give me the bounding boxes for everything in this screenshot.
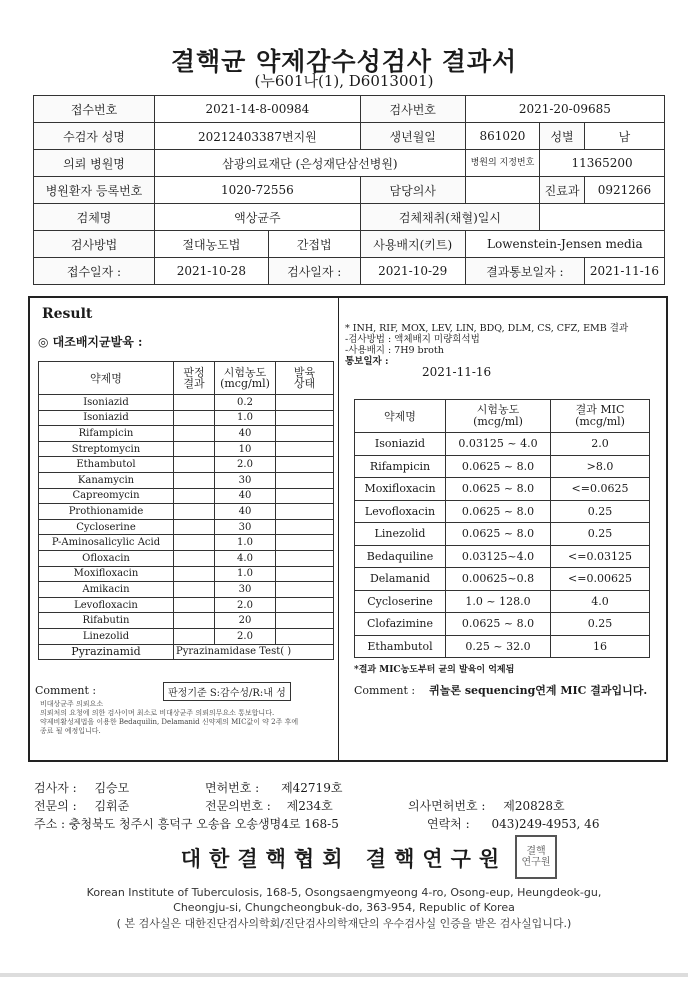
table-row [39,504,334,520]
absolute-conc-table [38,361,334,660]
judgement-cell [174,566,215,582]
judgement-cell [174,410,215,426]
license-no: 제42719호 [281,781,343,795]
growth-cell [276,441,334,457]
growth-cell [276,504,334,520]
table-row [39,613,334,629]
growth-cell [276,457,334,473]
table-row [39,628,334,644]
growth-cell [276,488,334,504]
specialist-line [34,797,129,814]
dept: 0921266 [584,177,664,204]
growth-cell [276,550,334,566]
growth-cell [276,472,334,488]
specialist-label: 전문의 : [34,799,77,813]
table-row [355,545,650,568]
contact-line [427,815,599,832]
drug-name: Capreomycin [39,488,174,504]
drug-name: Levofloxacin [39,597,174,613]
accreditation-disclaimer: ( 본 검사실은 대한진단검사의학회/진단검사의학재단의 우수검사실 인증을 받은 검사실입니다.) [116,917,572,930]
address: 충청북도 청주시 흥덕구 오송읍 오송생명4로 168-5 [68,817,339,831]
reported-label: 결과통보일자 : [465,258,584,285]
mic-table [354,399,650,658]
scan-edge [0,973,688,977]
right-comment-text: 퀴놀론 sequencing연계 MIC 결과입니다. [429,684,648,697]
method-indirect: 간접법 [268,231,360,258]
official-seal: 결핵 연구원 [515,835,557,879]
growth-cell [276,566,334,582]
growth-cell [276,519,334,535]
concentration: 2.0 [215,597,276,613]
concentration: 2.0 [215,628,276,644]
col-mic: 결과 MIC (mcg/ml) [551,400,650,433]
judgement-cell [174,582,215,598]
result-title: Result [42,306,93,322]
received-label: 접수일자 : [34,258,155,285]
drug-name: Prothionamide [39,504,174,520]
drug-name: Rifampicin [39,426,174,442]
concentration: 1.0 [215,410,276,426]
growth-cell [276,597,334,613]
growth-cell [276,410,334,426]
test-range: 0.0625 ~ 8.0 [446,455,551,478]
right-comment-label: Comment : [354,684,416,697]
drug-name: Rifabutin [39,613,174,629]
concentration: 1.0 [215,535,276,551]
table-row [39,426,334,442]
growth-cell [276,628,334,644]
judgement-cell [174,441,215,457]
hospital-code-label: 병원의 지정번호 [465,150,539,177]
left-note: 비대상균주 의뢰요소 의뢰처의 요청에 의한 검사이며 최소로 비대상균주 의뢰의무요소 통보합니다. 약제비활성제법을 이용한 Bedaquilin, Delamanid 신약제의 MIC값이 약 2주 후에 종료 될 예정입니다. [40,700,299,735]
table-row [39,550,334,566]
drug-name: Linezolid [39,628,174,644]
concentration: 10 [215,441,276,457]
judgement-cell [174,519,215,535]
doctor-license-no: 제20828호 [503,799,565,813]
mic-method-note [345,323,628,367]
col-growth: 발육 상태 [276,362,334,395]
method-absolute: 절대농도법 [155,231,269,258]
mic-note-line: 통보일자 : [345,356,389,367]
mic-note-line: -사용배지 : 7H9 broth [345,345,444,356]
judgement-cell [174,472,215,488]
drug-name: Delamanid [355,568,446,591]
sex-label: 성별 [540,123,585,150]
col-judgement: 판정 결과 [174,362,215,395]
table-row [39,441,334,457]
drug-name: Amikacin [39,582,174,598]
hospital-name: 삼광의료재단 (은성재단삼선병원) [155,150,466,177]
test-range: 0.0625 ~ 8.0 [446,478,551,501]
patient-reg-label: 병원환자 등록번호 [34,177,155,204]
medium: Lowenstein-Jensen media [465,231,664,258]
table-row [39,410,334,426]
drug-name: Isoniazid [355,433,446,456]
mic-result: <=0.00625 [551,568,650,591]
drug-name: Isoniazid [39,410,174,426]
address-label: 주소 : [34,817,66,831]
reported-date: 2021-11-16 [584,258,664,285]
mic-rows [355,433,650,658]
concentration: 40 [215,504,276,520]
col-drug: 약제명 [39,362,174,395]
test-range: 0.25 ~ 32.0 [446,635,551,658]
mic-result: 16 [551,635,650,658]
table-row [39,457,334,473]
concentration: 1.0 [215,566,276,582]
judgement-cell [174,488,215,504]
test-range: 0.0625 ~ 8.0 [446,500,551,523]
mic-footnote: *결과 MIC농도부터 균의 발육이 억제됨 [354,665,515,675]
table-row [39,472,334,488]
judgement-cell [174,550,215,566]
concentration: 40 [215,488,276,504]
judgement-cell [174,426,215,442]
judgement-cell [174,395,215,411]
col-range: 시험농도 (mcg/ml) [446,400,551,433]
drug-name: Moxifloxacin [355,478,446,501]
pza-test: Pyrazinamidase Test( ) [174,644,334,660]
collection-label: 검체채취(채혈)일시 [360,204,539,231]
table-row [355,433,650,456]
table-row [39,519,334,535]
mic-result: 0.25 [551,500,650,523]
specialist-no: 제234호 [286,799,333,813]
page-title: 결핵균 약제감수성검사 결과서 [170,47,518,76]
test-no: 2021-20-09685 [465,96,664,123]
table-row [355,500,650,523]
contact-label: 연락처 : [427,817,470,831]
right-comment [354,682,647,698]
table-row [355,613,650,636]
specimen-label: 검체명 [34,204,155,231]
page-subtitle: (누601나(1), D6013001) [254,72,434,90]
birth-date: 861020 [465,123,539,150]
table-row [39,395,334,411]
drug-name: P-Aminosalicylic Acid [39,535,174,551]
result-box [28,296,668,762]
reception-no: 2021-14-8-00984 [155,96,361,123]
method-label: 검사방법 [34,231,155,258]
table-row [39,488,334,504]
contact: 043)249-4953, 46 [491,817,600,831]
test-range: 0.0625 ~ 8.0 [446,523,551,546]
drug-name: Ethambutol [39,457,174,473]
growth-cell [276,582,334,598]
doctor-label: 담당의사 [360,177,465,204]
table-row [39,582,334,598]
tested-label: 검사일자 : [268,258,360,285]
collection-date [540,204,665,231]
absolute-conc-rows [39,395,334,645]
divider [338,298,339,760]
judgement-cell [174,613,215,629]
table-row [355,523,650,546]
test-range: 0.03125 ~ 4.0 [446,433,551,456]
concentration: 2.0 [215,457,276,473]
reception-no-label: 접수번호 [34,96,155,123]
mic-result: 0.25 [551,523,650,546]
col-drug: 약제명 [355,400,446,433]
hospital-code: 11365200 [540,150,665,177]
english-address-line-1: Korean Institute of Tuberculosis, 168-5, Osongsaengmyeong 4-ro, Osong-eup, Heungdeok-gu, [86,886,602,899]
concentration: 40 [215,426,276,442]
growth-cell [276,535,334,551]
tester-label: 검사자 : [34,781,77,795]
judgement-cell [174,535,215,551]
test-range: 0.00625~0.8 [446,568,551,591]
doctor-name [465,177,539,204]
test-range: 1.0 ~ 128.0 [446,590,551,613]
drug-name: Rifampicin [355,455,446,478]
specialist-no-line [205,797,333,814]
judgement-cell [174,597,215,613]
english-address-line-2: Cheongju-si, Chungcheongbuk-do, 363-954, Republic of Korea [173,901,515,914]
drug-name: Kanamycin [39,472,174,488]
drug-name: Bedaquiline [355,545,446,568]
judgement-cell [174,457,215,473]
drug-name: Cycloserine [355,590,446,613]
concentration: 20 [215,613,276,629]
license-line [205,779,342,796]
judgement-cell [174,504,215,520]
test-no-label: 검사번호 [360,96,465,123]
drug-name: Moxifloxacin [39,566,174,582]
tester-line [34,779,129,796]
address-line [34,815,339,832]
mic-result: <=0.0625 [551,478,650,501]
patient-name: 20212403387변지원 [155,123,361,150]
received-date: 2021-10-28 [155,258,269,285]
dept-label: 진료과 [540,177,585,204]
hospital-label: 의뢰 병원명 [34,150,155,177]
table-row [355,590,650,613]
mic-result: <=0.03125 [551,545,650,568]
mic-result: 4.0 [551,590,650,613]
mic-note-line: -검사방법 : 액체배지 미량희석법 [345,334,480,345]
table-row [39,535,334,551]
medium-label: 사용배지(키트) [360,231,465,258]
drug-name: Ethambutol [355,635,446,658]
drug-name: Linezolid [355,523,446,546]
concentration: 30 [215,582,276,598]
doctor-license-label: 의사면허번호 : [408,799,486,813]
table-row [355,568,650,591]
specialist-name: 김휘준 [94,799,130,813]
organization-name: 대한결핵협회 결핵연구원 [180,846,508,871]
specimen: 액상균주 [155,204,361,231]
patient-info-table [33,95,665,285]
judgement-legend: 판정기준 S:감수성/R:내 성 [163,682,291,701]
table-row [39,597,334,613]
test-range: 0.03125~4.0 [446,545,551,568]
drug-name: Cycloserine [39,519,174,535]
drug-name: Isoniazid [39,395,174,411]
table-row [355,635,650,658]
patient-name-label: 수검자 성명 [34,123,155,150]
growth-cell [276,395,334,411]
judgement-cell [174,628,215,644]
concentration: 0.2 [215,395,276,411]
growth-cell [276,613,334,629]
concentration: 30 [215,519,276,535]
drug-name: Streptomycin [39,441,174,457]
drug-name: Clofazimine [355,613,446,636]
mic-note-line: * INH, RIF, MOX, LEV, LIN, BDQ, DLM, CS, CFZ, EMB 결과 [345,323,629,334]
left-comment-label: Comment : [35,684,97,697]
drug-name: Ofloxacin [39,550,174,566]
table-row [355,455,650,478]
license-label: 면허번호 : [205,781,260,795]
table-row [39,566,334,582]
table-row [355,478,650,501]
control-growth-label: ◎ 대조배지균발육 : [38,335,143,349]
tester-name: 김승모 [94,781,130,795]
doctor-license-line [408,797,565,814]
mic-result: >8.0 [551,455,650,478]
concentration: 4.0 [215,550,276,566]
test-range: 0.0625 ~ 8.0 [446,613,551,636]
concentration: 30 [215,472,276,488]
mic-result: 0.25 [551,613,650,636]
patient-reg-no: 1020-72556 [155,177,361,204]
specialist-no-label: 전문의번호 : [205,799,271,813]
mic-result: 2.0 [551,433,650,456]
pza-drug: Pyrazinamid [39,644,174,660]
mic-report-date: 2021-11-16 [422,365,492,379]
sex: 남 [584,123,664,150]
growth-cell [276,426,334,442]
col-concentration: 시험농도 (mcg/ml) [215,362,276,395]
tested-date: 2021-10-29 [360,258,465,285]
drug-name: Levofloxacin [355,500,446,523]
birth-label: 생년월일 [360,123,465,150]
